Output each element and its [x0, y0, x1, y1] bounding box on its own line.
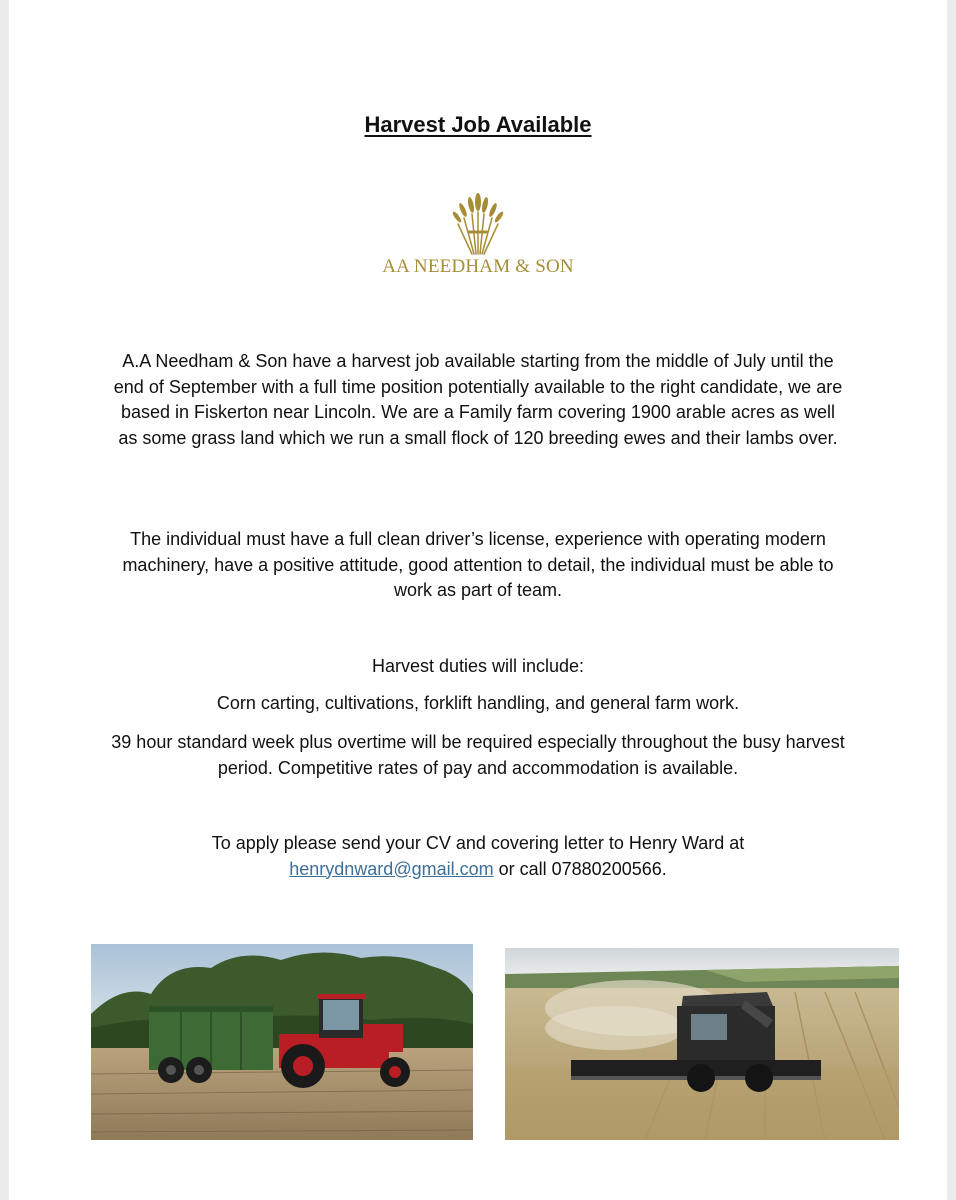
tractor-photo [91, 944, 473, 1140]
page-title: Harvest Job Available [364, 112, 592, 137]
page-edge-right [947, 0, 956, 1200]
company-logo [364, 192, 592, 288]
apply-paragraph [110, 831, 846, 882]
combine-harvester-photo [505, 948, 899, 1140]
intro-paragraph: A.A Needham & Son have a harvest job available starting from the middle of July until the end of September with a full time position potentially available to the right candidate, we are based in Fiskerton near Lincoln. We are a Family farm covering 1900 arable acres as well as some grass land which we run a small flock of 120 breeding ewes and their lambs over. [113, 351, 843, 448]
requirements-paragraph: The individual must have a full clean driver’s license, experience with operating modern machinery, have a positive attitude, good attention to detail, the individual must be able to work as part of team. [122, 529, 834, 600]
wheat-sheaf-icon [450, 192, 506, 256]
duties-list: Corn carting, cultivations, forklift handling, and general farm work. [216, 693, 740, 713]
duties-heading: Harvest duties will include: [371, 656, 585, 676]
apply-text: To apply please send your CV and covering letter to Henry Ward at [211, 833, 745, 853]
hours-paragraph: 39 hour standard week plus overtime will be required especially throughout the busy harvest period. Competitive rates of pay and accommodation is available. [111, 732, 845, 778]
phone-text: or call 07880200566. [493, 858, 667, 879]
page-edge-left [0, 0, 9, 1200]
logo-text: AA NEEDHAM & SON [382, 256, 574, 277]
email-link[interactable]: henrydnward@gmail.com [289, 858, 494, 879]
